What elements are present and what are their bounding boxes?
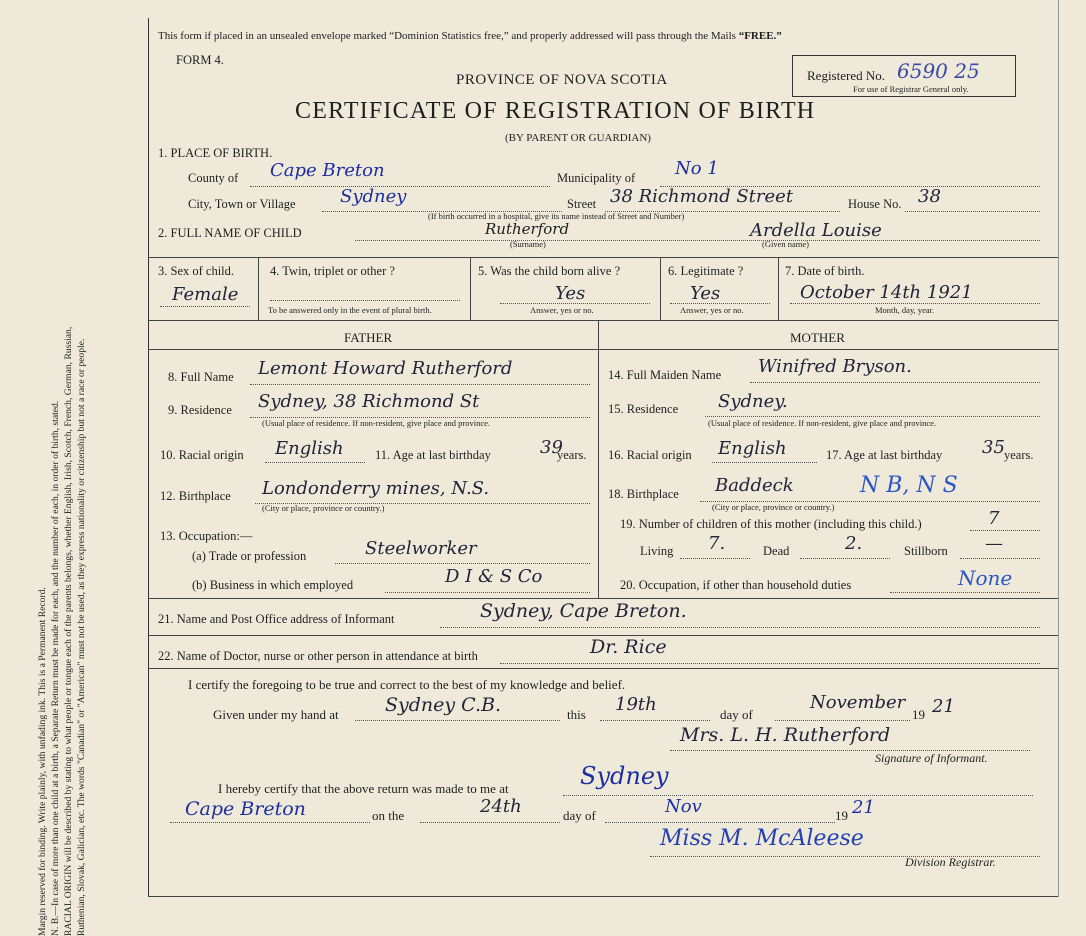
mother-racial-label: 16. Racial origin [608,448,692,462]
informant-label: 21. Name and Post Office address of Informant [158,612,395,626]
cert-text: I certify the foregoing to be true and correct to the best of my knowledge and belief. [188,677,626,692]
father-biz: D I & S Co [445,566,543,587]
municipality-label: Municipality of [557,171,636,185]
dead-value: 2. [845,533,863,554]
dob-value: October 14th 1921 [800,282,973,303]
margin-line-4: Ruthenian, Slovak, Galician, etc. The words "Canadian" or "American" must not be used, as they express nationality or citizenship but not a race or people. [76,338,87,936]
father-bp-note: (City or place, province or country.) [262,503,385,513]
registrar-year: 21 [852,797,875,818]
mother-res: Sydney. [718,391,788,412]
right-border [1058,0,1059,897]
legit-note: Answer, yes or no. [680,305,744,315]
dob-note: Month, day, year. [875,305,935,315]
legit-value: Yes [690,283,721,304]
child-surname: Rutherford [485,220,570,238]
left-border [148,18,149,896]
informant-signature: Mrs. L. H. Rutherford [680,724,891,746]
mother-name-label: 14. Full Maiden Name [608,368,722,382]
house-value: 38 [918,186,941,207]
county-value: Cape Breton [270,160,385,181]
surname-caption: (Surname) [510,239,546,249]
registrar-year-prefix: 19 [835,808,848,823]
mail-note: This form if placed in an unsealed envelope marked “Dominion Statistics free,” and properly addressed will pass through the Mails “FREE.” [158,30,782,42]
registrar-place: Sydney [580,762,669,790]
hospital-note: (If birth occurred in a hospital, give its name instead of Street and Number) [428,211,685,221]
father-name-label: 8. Full Name [168,370,234,384]
father-racial-label: 10. Racial origin [160,448,244,462]
doctor-value: Dr. Rice [590,636,667,658]
mother-bp: Baddeck [715,475,794,496]
mother-age: 35 [982,437,1005,458]
cert-day-of: day of [720,707,753,722]
father-trade-label: (a) Trade or profession [192,549,307,563]
children-value: 7 [988,508,1000,529]
twin-label: 4. Twin, triplet or other ? [270,264,395,278]
alive-value: Yes [555,283,586,304]
city-label: City, Town or Village [188,197,296,211]
father-years: years. [557,448,587,462]
margin-instructions [36,56,88,936]
mother-heading: MOTHER [790,330,845,345]
registrar-caption: Division Registrar. [905,855,996,869]
registrar-signature: Miss M. McAleese [660,826,864,851]
cert-month: November [810,692,906,713]
registrar-day: 24th [480,796,522,817]
registrar-month: Nov [665,796,702,817]
mother-occ: None [958,566,1013,590]
living-value: 7. [708,533,726,554]
city-value: Sydney [340,186,407,207]
registered-label: Registered No. [807,68,885,83]
father-res-note: (Usual place of residence. If non-resident, give place and province. [262,418,490,428]
margin-line-3: RACIAL ORIGIN will be described by stating to what people or tongue each of the parents belongs, whether English, Irish, Scotch, French, German, Russian, [63,326,74,936]
father-biz-label: (b) Business in which employed [192,578,354,592]
place-heading: 1. PLACE OF BIRTH. [158,146,273,160]
living-label: Living [640,544,674,558]
father-res-label: 9. Residence [168,403,232,417]
street-value: 38 Richmond Street [610,186,794,207]
mother-years: years. [1004,448,1034,462]
registrar-county: Cape Breton [185,798,306,820]
form-number: FORM 4. [176,53,224,67]
county-label: County of [188,171,239,185]
registrar-day-of: day of [563,808,596,823]
father-age-label: 11. Age at last birthday [375,448,491,462]
sex-label: 3. Sex of child. [158,264,235,278]
stillborn-label: Stillborn [904,544,948,558]
registered-number: 6590 25 [897,59,980,83]
page-subtitle: (BY PARENT OR GUARDIAN) [505,132,651,144]
child-given: Ardella Louise [750,220,882,241]
twin-note: To be answered only in the event of plural birth. [268,305,432,315]
sex-value: Female [172,284,239,305]
mother-age-label: 17. Age at last birthday [826,448,943,462]
mother-res-note: (Usual place of residence. If non-resident, give place and province. [708,418,936,428]
dead-label: Dead [763,544,790,558]
municipality-value: No 1 [675,158,719,179]
child-name-label: 2. FULL NAME OF CHILD [158,226,302,240]
house-label: House No. [848,197,902,211]
registrar-text: I hereby certify that the above return was made to me at [218,781,509,796]
margin-line-1: Margin reserved for binding. Write plainly, with unfading ink. This is a Permanent Record. [37,587,48,936]
father-bp-label: 12. Birthplace [160,489,231,503]
legit-label: 6. Legitimate ? [668,264,744,278]
mother-res-label: 15. Residence [608,402,679,416]
father-bp: Londonderry mines, N.S. [262,478,490,499]
margin-line-2: N. B.—In case of more than one child at a birth, a Separate Return must be made for each, and the number of each, in order of birth, stated. [50,400,61,936]
father-heading: FATHER [344,330,393,345]
cert-year-prefix: 19 [912,707,925,722]
mother-bp-label: 18. Birthplace [608,487,679,501]
cert-year: 21 [932,696,955,717]
informant-value: Sydney, Cape Breton. [480,600,687,622]
father-trade: Steelworker [365,538,477,559]
dob-label: 7. Date of birth. [785,264,865,278]
mother-occ-label: 20. Occupation, if other than household duties [620,578,852,592]
mother-name: Winifred Bryson. [758,356,912,377]
cert-day: 19th [615,694,657,715]
mother-bp-note: (City or place, province or country.) [712,502,835,512]
given-place: Sydney C.B. [385,694,502,716]
signature-caption: Signature of Informant. [875,751,988,765]
registered-box [792,55,1016,97]
father-occ-label: 13. Occupation:— [160,529,253,543]
registrar-on-the: on the [372,808,405,823]
province-heading: PROVINCE OF NOVA SCOTIA [456,72,668,88]
father-res: Sydney, 38 Richmond St [258,391,480,412]
street-label: Street [567,197,597,211]
page-title: CERTIFICATE OF REGISTRATION OF BIRTH [295,98,816,124]
alive-label: 5. Was the child born alive ? [478,264,621,278]
given-caption: (Given name) [762,239,809,249]
given-label: Given under my hand at [213,707,339,722]
father-racial: English [275,438,344,459]
mother-racial: English [718,438,787,459]
registrar-note: For use of Registrar General only. [853,84,969,94]
alive-note: Answer, yes or no. [530,305,594,315]
stillborn-value: — [985,533,1003,554]
this-label: this [567,707,586,722]
children-label: 19. Number of children of this mother (including this child.) [620,517,922,531]
father-name: Lemont Howard Rutherford [258,358,513,379]
father-age: 39 [540,437,563,458]
bottom-border [148,896,1058,897]
doctor-label: 22. Name of Doctor, nurse or other person in attendance at birth [158,649,478,663]
mother-bp-annotation: N B, N S [860,473,958,498]
